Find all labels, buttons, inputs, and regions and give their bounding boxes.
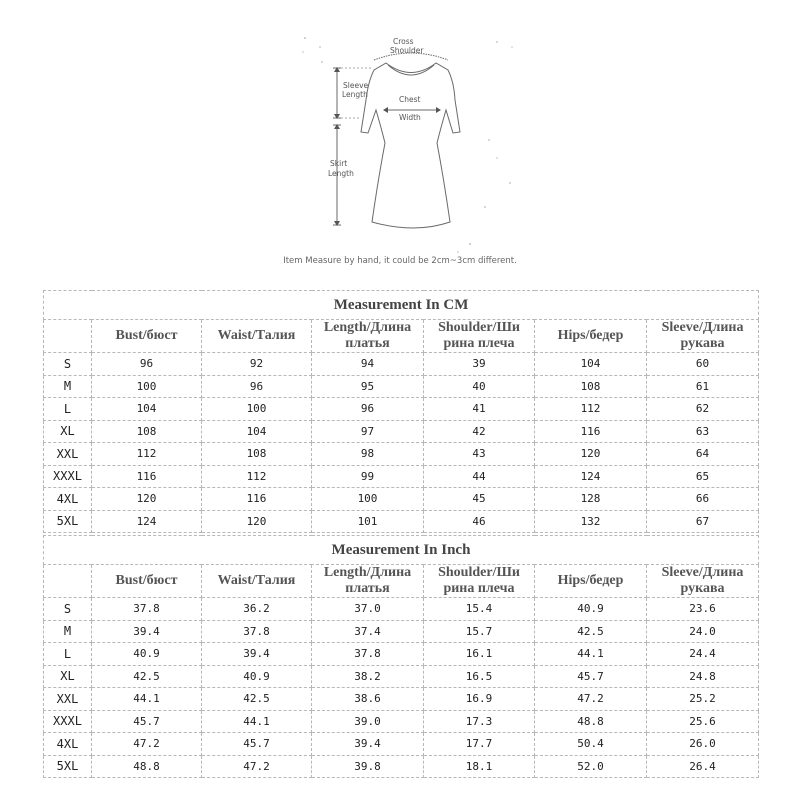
table-row — [44, 510, 759, 533]
measurement-cell: 23.6 — [647, 598, 759, 621]
size-label: 4XL — [44, 733, 92, 756]
measurement-cell: 52.0 — [535, 755, 647, 778]
table-row — [44, 375, 759, 398]
measurement-cell: 116 — [535, 420, 647, 443]
header-size — [44, 565, 92, 598]
table-row — [44, 465, 759, 488]
sleeve-length-label-1: Sleeve — [343, 81, 369, 90]
chest-width-label-2: Width — [399, 113, 421, 122]
size-table-cm — [43, 290, 759, 533]
size-label: XL — [44, 420, 92, 443]
header-shoulder: Shoulder/Ши рина плеча — [424, 320, 535, 353]
measurement-cell: 15.7 — [424, 620, 535, 643]
measurement-cell: 124 — [92, 510, 202, 533]
measurement-cell: 99 — [312, 465, 424, 488]
measurement-cell: 120 — [535, 443, 647, 466]
measurement-cell: 44.1 — [92, 688, 202, 711]
table-row — [44, 710, 759, 733]
table-row — [44, 665, 759, 688]
table-title: Measurement In Inch — [44, 536, 759, 565]
table-row — [44, 598, 759, 621]
measurement-cell: 47.2 — [92, 733, 202, 756]
table-row — [44, 353, 759, 376]
measurement-cell: 96 — [92, 353, 202, 376]
size-label: 5XL — [44, 755, 92, 778]
measurement-cell: 47.2 — [202, 755, 312, 778]
measurement-cell: 39.8 — [312, 755, 424, 778]
measurement-cell: 38.2 — [312, 665, 424, 688]
measurement-cell: 25.6 — [647, 710, 759, 733]
measurement-cell: 45.7 — [92, 710, 202, 733]
measurement-cell: 25.2 — [647, 688, 759, 711]
table-row — [44, 643, 759, 666]
measurement-cell: 97 — [312, 420, 424, 443]
skirt-length-label-1: Skirt — [330, 159, 348, 168]
size-label: XXL — [44, 443, 92, 466]
measurement-cell: 108 — [202, 443, 312, 466]
measurement-cell: 37.8 — [202, 620, 312, 643]
measurement-cell: 98 — [312, 443, 424, 466]
measurement-cell: 100 — [312, 488, 424, 511]
measurement-cell: 95 — [312, 375, 424, 398]
measurement-cell: 40.9 — [535, 598, 647, 621]
size-label: XXXL — [44, 465, 92, 488]
size-table-inch — [43, 535, 759, 778]
measurement-cell: 26.0 — [647, 733, 759, 756]
measurement-cell: 108 — [92, 420, 202, 443]
size-label: XL — [44, 665, 92, 688]
header-bust: Bust/бюст — [92, 320, 202, 353]
measurement-cell: 92 — [202, 353, 312, 376]
size-label: M — [44, 375, 92, 398]
size-label: 5XL — [44, 510, 92, 533]
measurement-cell: 40 — [424, 375, 535, 398]
cross-shoulder-label-2: Shoulder — [390, 46, 424, 55]
measurement-cell: 124 — [535, 465, 647, 488]
measurement-cell: 37.4 — [312, 620, 424, 643]
measurement-cell: 62 — [647, 398, 759, 421]
measurement-cell: 24.0 — [647, 620, 759, 643]
table-row — [44, 755, 759, 778]
size-label: S — [44, 353, 92, 376]
measurement-cell: 65 — [647, 465, 759, 488]
measurement-cell: 42 — [424, 420, 535, 443]
measurement-cell: 37.8 — [312, 643, 424, 666]
table-row — [44, 733, 759, 756]
measurement-cell: 67 — [647, 510, 759, 533]
measurement-cell: 112 — [92, 443, 202, 466]
measurement-cell: 44.1 — [535, 643, 647, 666]
measurement-cell: 40.9 — [202, 665, 312, 688]
dress-outline — [361, 63, 460, 228]
measurement-cell: 45.7 — [535, 665, 647, 688]
measurement-cell: 39.4 — [92, 620, 202, 643]
measurement-cell: 112 — [535, 398, 647, 421]
measurement-cell: 46 — [424, 510, 535, 533]
measurement-cell: 47.2 — [535, 688, 647, 711]
measurement-cell: 116 — [202, 488, 312, 511]
measurement-cell: 48.8 — [92, 755, 202, 778]
measurement-cell: 120 — [202, 510, 312, 533]
measurement-cell: 100 — [202, 398, 312, 421]
measurement-cell: 100 — [92, 375, 202, 398]
measurement-cell: 63 — [647, 420, 759, 443]
measurement-cell: 45.7 — [202, 733, 312, 756]
skirt-length-label-2: Length — [328, 169, 354, 178]
measurement-cell: 42.5 — [202, 688, 312, 711]
table-row — [44, 620, 759, 643]
header-hips: Hips/бедер — [535, 320, 647, 353]
size-label: S — [44, 598, 92, 621]
measurement-cell: 37.0 — [312, 598, 424, 621]
neckline — [388, 65, 434, 75]
measurement-cell: 39.0 — [312, 710, 424, 733]
measurement-disclaimer: Item Measure by hand, it could be 2cm~3cm different. — [283, 256, 517, 266]
table-title: Measurement In CM — [44, 291, 759, 320]
measurement-cell: 116 — [92, 465, 202, 488]
measurement-cell: 39.4 — [202, 643, 312, 666]
measurement-cell: 36.2 — [202, 598, 312, 621]
table-row — [44, 688, 759, 711]
measurement-cell: 42.5 — [535, 620, 647, 643]
measurement-cell: 24.8 — [647, 665, 759, 688]
measurement-cell: 96 — [202, 375, 312, 398]
measurement-cell: 24.4 — [647, 643, 759, 666]
header-bust: Bust/бюст — [92, 565, 202, 598]
measurement-cell: 61 — [647, 375, 759, 398]
measurement-cell: 43 — [424, 443, 535, 466]
measurement-cell: 17.3 — [424, 710, 535, 733]
measurement-cell: 38.6 — [312, 688, 424, 711]
table-row — [44, 488, 759, 511]
measurement-cell: 60 — [647, 353, 759, 376]
header-length: Length/Длина платья — [312, 320, 424, 353]
table-row — [44, 420, 759, 443]
measurement-cell: 104 — [92, 398, 202, 421]
header-waist: Waist/Талия — [202, 565, 312, 598]
measurement-cell: 17.7 — [424, 733, 535, 756]
measurement-cell: 39 — [424, 353, 535, 376]
size-label: L — [44, 398, 92, 421]
measurement-cell: 18.1 — [424, 755, 535, 778]
measurement-cell: 94 — [312, 353, 424, 376]
measurement-cell: 39.4 — [312, 733, 424, 756]
size-label: L — [44, 643, 92, 666]
header-length: Length/Длина платья — [312, 565, 424, 598]
measurement-cell: 41 — [424, 398, 535, 421]
measurement-cell: 50.4 — [535, 733, 647, 756]
measurement-cell: 16.9 — [424, 688, 535, 711]
measurement-cell: 26.4 — [647, 755, 759, 778]
size-label: XXXL — [44, 710, 92, 733]
measurement-cell: 16.1 — [424, 643, 535, 666]
header-shoulder: Shoulder/Ши рина плеча — [424, 565, 535, 598]
measurement-cell: 104 — [535, 353, 647, 376]
measurement-cell: 45 — [424, 488, 535, 511]
header-sleeve: Sleeve/Длина рукава — [647, 320, 759, 353]
measurement-cell: 48.8 — [535, 710, 647, 733]
measurement-cell: 42.5 — [92, 665, 202, 688]
measurement-cell: 128 — [535, 488, 647, 511]
measurement-cell: 15.4 — [424, 598, 535, 621]
measurement-cell: 66 — [647, 488, 759, 511]
measurement-cell: 96 — [312, 398, 424, 421]
size-label: M — [44, 620, 92, 643]
measurement-cell: 64 — [647, 443, 759, 466]
header-waist: Waist/Талия — [202, 320, 312, 353]
measurement-cell: 44 — [424, 465, 535, 488]
table-row — [44, 398, 759, 421]
measurement-cell: 132 — [535, 510, 647, 533]
measurement-cell: 104 — [202, 420, 312, 443]
measurement-cell: 37.8 — [92, 598, 202, 621]
header-sleeve: Sleeve/Длина рукава — [647, 565, 759, 598]
chest-width-label-1: Chest — [399, 95, 421, 104]
header-size — [44, 320, 92, 353]
sleeve-length-label-2: Length — [342, 90, 368, 99]
size-label: XXL — [44, 688, 92, 711]
cross-shoulder-label-1: Cross — [393, 37, 414, 46]
table-row — [44, 443, 759, 466]
measurement-cell: 108 — [535, 375, 647, 398]
measurement-cell: 44.1 — [202, 710, 312, 733]
measurement-cell: 112 — [202, 465, 312, 488]
header-hips: Hips/бедер — [535, 565, 647, 598]
size-label: 4XL — [44, 488, 92, 511]
dress-measurement-diagram — [280, 30, 540, 270]
measurement-cell: 101 — [312, 510, 424, 533]
measurement-cell: 120 — [92, 488, 202, 511]
measurement-cell: 40.9 — [92, 643, 202, 666]
measurement-cell: 16.5 — [424, 665, 535, 688]
